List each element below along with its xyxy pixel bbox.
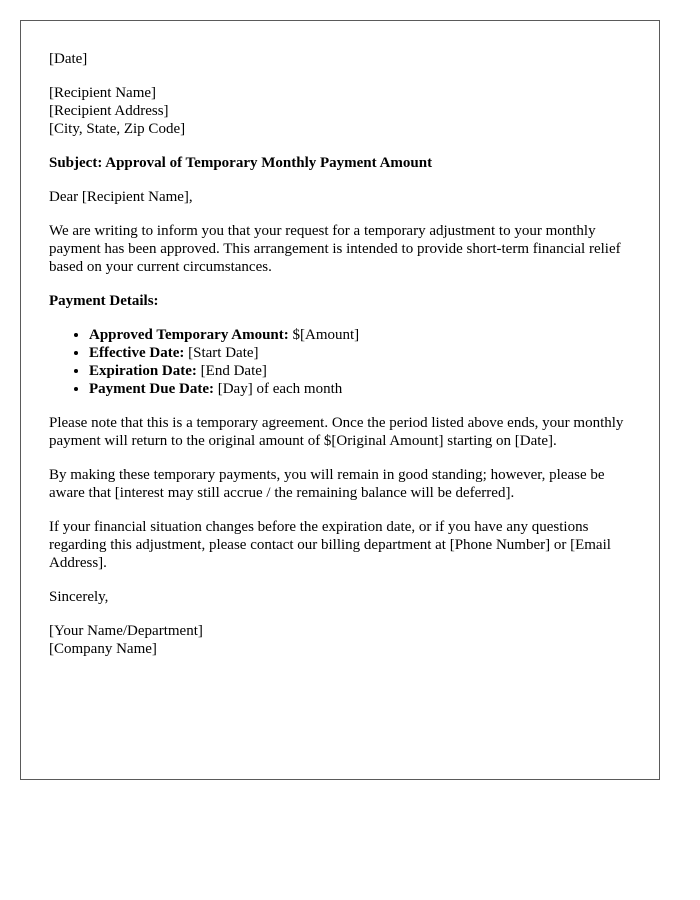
temporary-agreement-paragraph: Please note that this is a temporary agreement. Once the period listed above ends, your monthly payment will return to the original amount of $[Original Amount] starting on [Date]. [49,415,624,449]
recipient-address: [Recipient Address] [49,103,169,119]
letter-date: [Date] [49,51,88,67]
contact-paragraph: If your financial situation changes before the expiration date, or if you have any questions regarding this adjustment, please contact our billing department at [Phone Number] or [Email Address]. [49,519,611,571]
good-standing-paragraph: By making these temporary payments, you will remain in good standing; however, please be aware that [interest may still accrue / the remaining balance will be deferred]. [49,467,605,501]
intro-paragraph: We are writing to inform you that your request for a temporary adjustment to your monthly payment has been approved. This arrangement is intended to provide short-term financial relief based on your current circumstances. [49,223,621,275]
detail-label: Expiration Date: [89,363,197,379]
salutation: Dear [Recipient Name], [49,189,193,205]
date-block [49,50,631,68]
closing: Sincerely, [49,589,109,605]
subject-line: Subject: Approval of Temporary Monthly Payment Amount [49,155,433,171]
letter-page [20,20,660,780]
detail-value: [Start Date] [184,345,259,361]
signature-company: [Company Name] [49,641,157,657]
detail-value: $[Amount] [288,327,360,343]
detail-item-approved-amount [89,326,631,344]
recipient-address-block [49,84,631,138]
detail-item-payment-due-date [89,380,631,398]
recipient-city-state-zip: [City, State, Zip Code] [49,121,186,137]
recipient-name: [Recipient Name] [49,85,157,101]
detail-value: [Day] of each month [213,381,343,397]
detail-item-effective-date [89,344,631,362]
signature-name-department: [Your Name/Department] [49,623,203,639]
payment-details-heading: Payment Details: [49,293,159,309]
detail-value: [End Date] [196,363,267,379]
payment-details-list [49,326,631,398]
signature-block [49,622,631,658]
detail-label: Payment Due Date: [89,381,214,397]
detail-label: Approved Temporary Amount: [89,327,289,343]
detail-label: Effective Date: [89,345,185,361]
detail-item-expiration-date [89,362,631,380]
